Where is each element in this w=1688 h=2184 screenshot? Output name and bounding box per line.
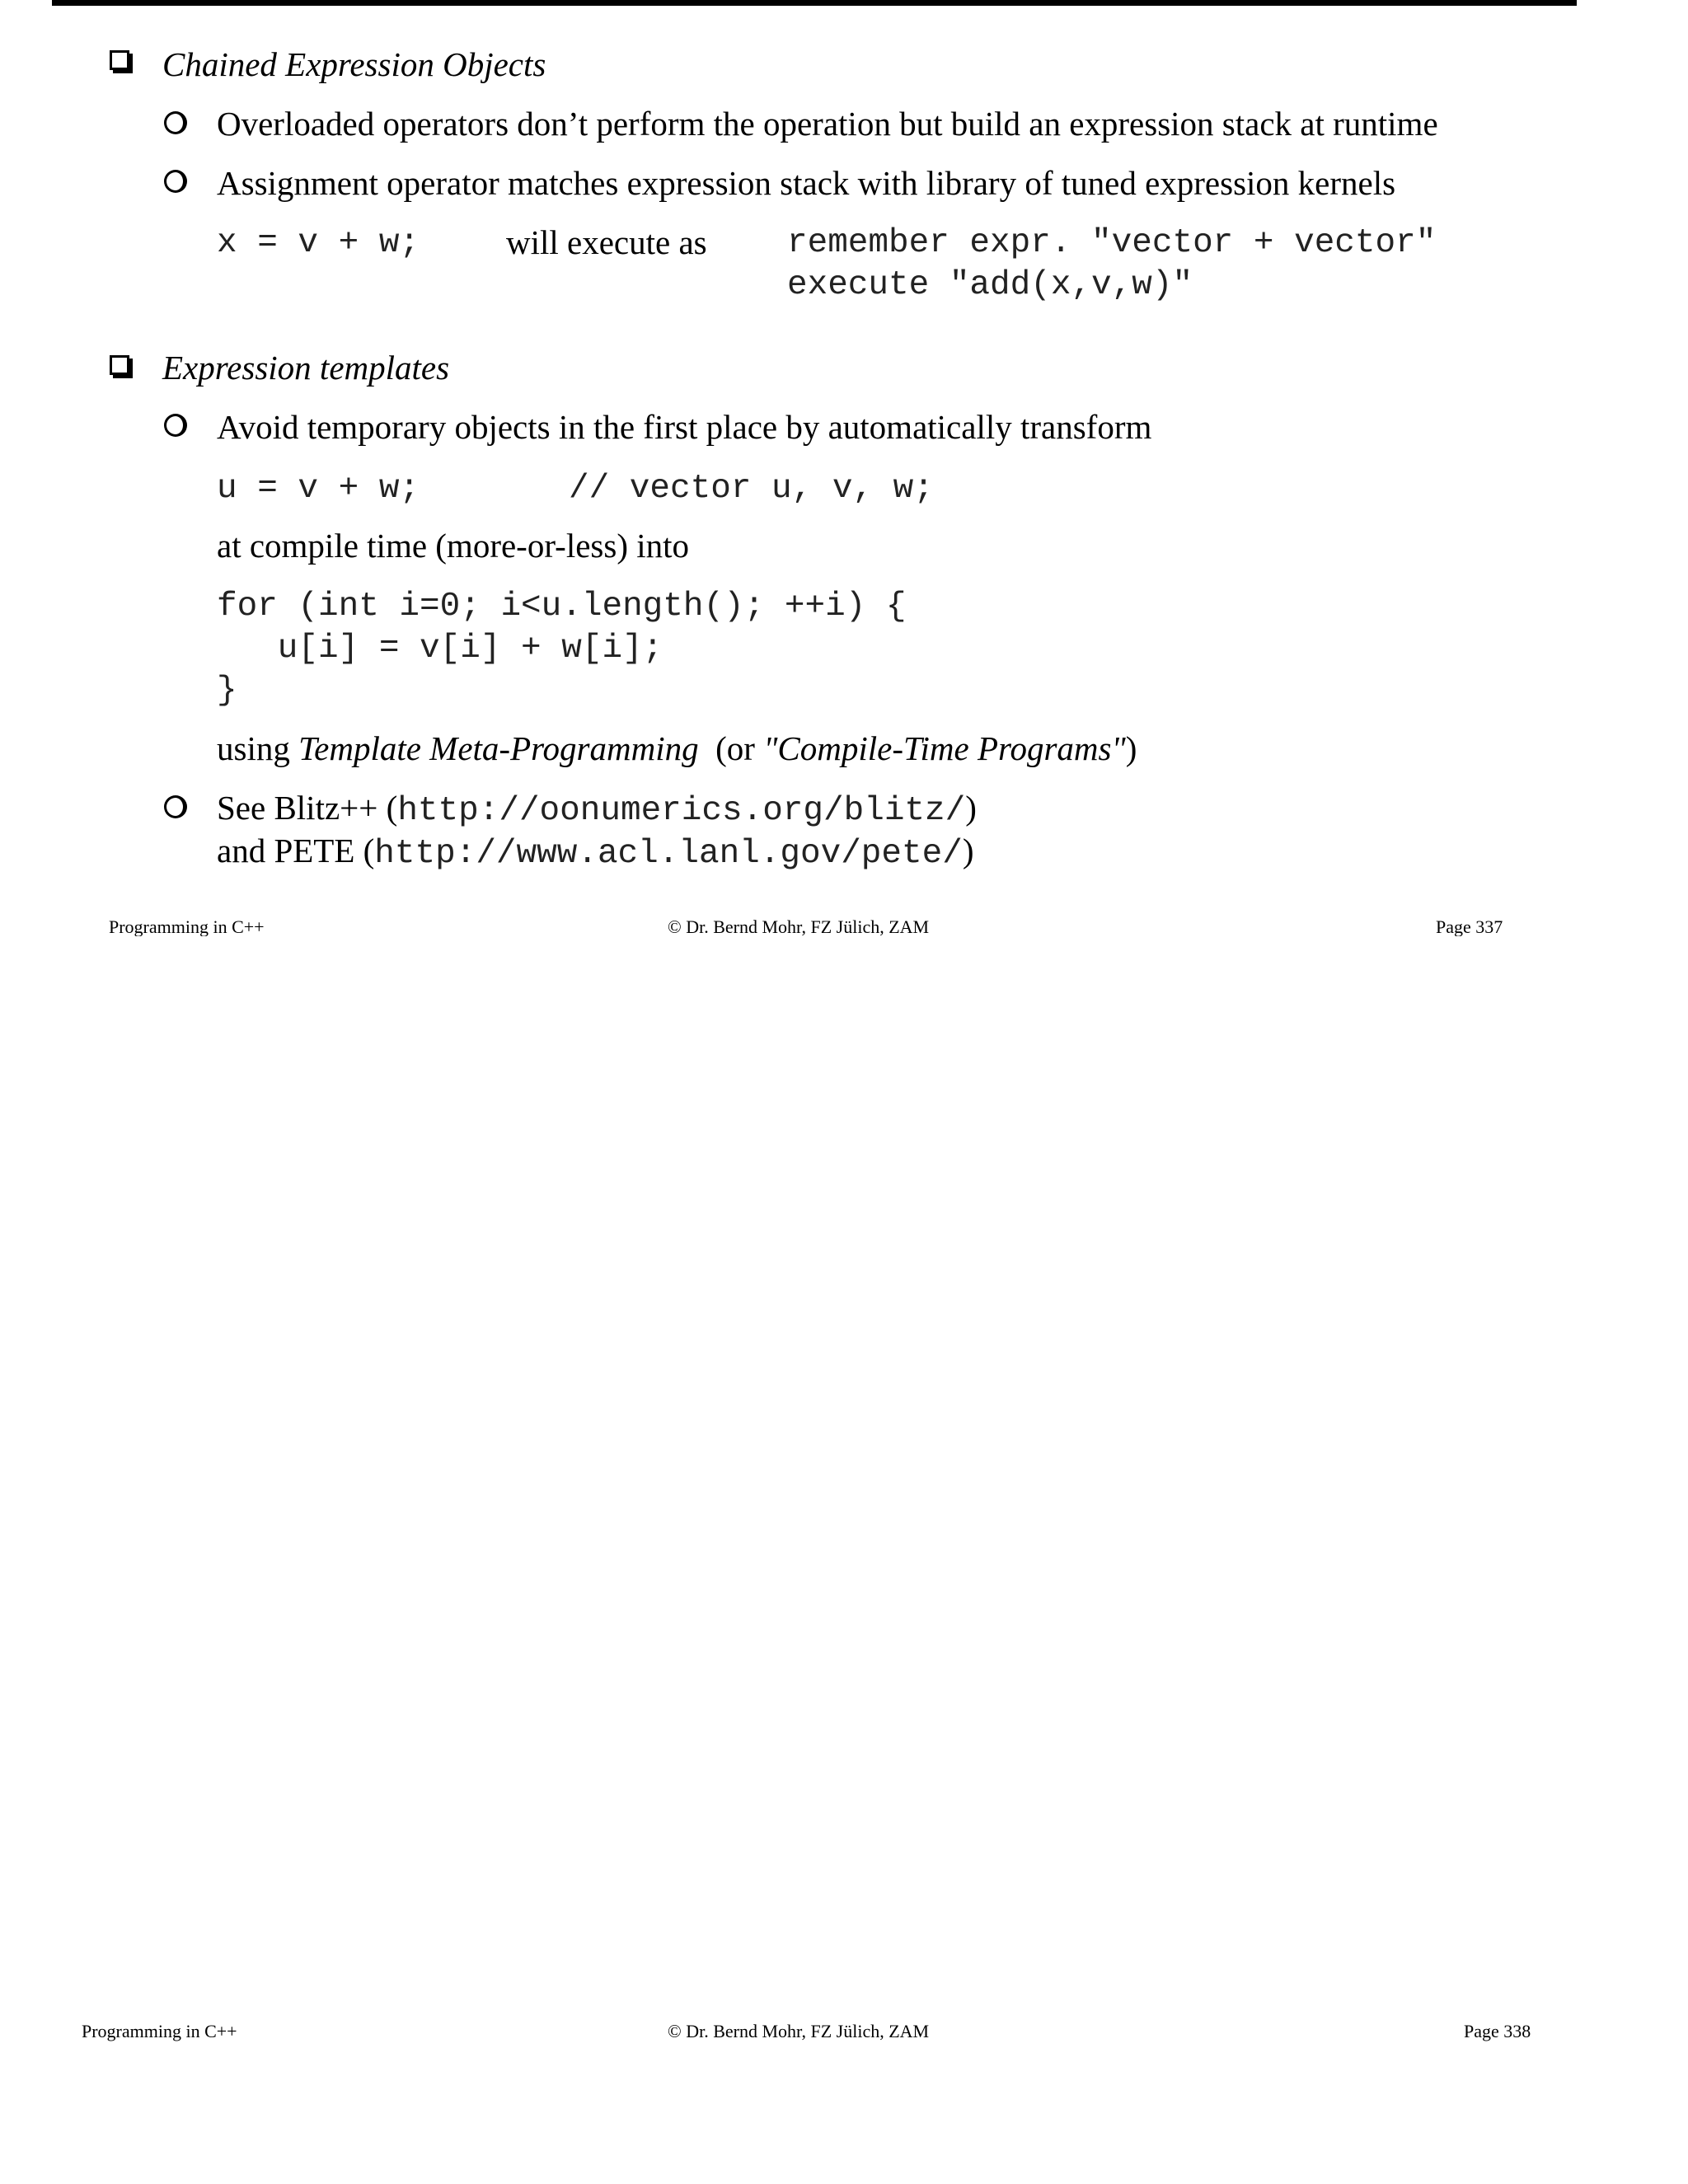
footer-left: Programming in C++ xyxy=(109,916,265,936)
using-prefix: using xyxy=(217,729,299,767)
code-comment-vector: // vector u, v, w; xyxy=(569,470,934,508)
using-close: ) xyxy=(1125,729,1137,767)
see-close: ) xyxy=(965,789,977,827)
code-u-assign: u = v + w; xyxy=(217,470,420,508)
footer-page-number-338: Page 338 xyxy=(1464,2021,1531,2041)
code-execute-add: execute "add(x,v,w)" xyxy=(787,266,1193,304)
and-close: ) xyxy=(962,832,974,869)
square-bullet-icon xyxy=(110,355,129,375)
and-prefix: and PETE ( xyxy=(217,832,375,869)
footer-left-338: Programming in C++ xyxy=(82,2021,237,2041)
text-and-pete xyxy=(217,831,973,873)
term-compile-time-programs: "Compile-Time Programs" xyxy=(763,729,1126,767)
footer-center: © Dr. Bernd Mohr, FZ Jülich, ZAM xyxy=(668,916,930,936)
using-or: (or xyxy=(698,729,764,767)
text-using-tmp xyxy=(217,729,1137,768)
section-title-chained: Chained Expression Objects xyxy=(162,45,546,83)
code-x-assign: x = v + w; xyxy=(217,224,420,262)
circle-bullet-icon xyxy=(164,795,187,818)
footer-center-338: © Dr. Bernd Mohr, FZ Jülich, ZAM xyxy=(668,2021,930,2041)
section-title-expression-templates: Expression templates xyxy=(162,349,450,387)
footer-page-number: Page 337 xyxy=(1436,916,1503,936)
square-bullet-icon xyxy=(110,50,129,70)
bullet-overloaded: Overloaded operators don’t perform the operation but build an expression stack at runtime xyxy=(217,105,1438,143)
code-for-loop: for (int i=0; i<u.length(); ++i) { xyxy=(217,588,907,626)
see-prefix: See Blitz++ ( xyxy=(217,789,398,827)
top-rule xyxy=(52,0,1577,6)
text-will-execute: will execute as xyxy=(506,223,707,261)
code-remember-expr: remember expr. "vector + vector" xyxy=(787,224,1437,262)
code-loop-body: u[i] = v[i] + w[i]; xyxy=(217,630,663,668)
bullet-assignment: Assignment operator matches expression stack with library of tuned expression kernels xyxy=(217,164,1396,202)
link-blitz-url[interactable]: http://oonumerics.org/blitz/ xyxy=(397,792,966,830)
link-pete-url[interactable]: http://www.acl.lanl.gov/pete/ xyxy=(374,835,963,873)
footer-page-337 xyxy=(0,916,1688,936)
bullet-avoid-temporary: Avoid temporary objects in the first place by automatically transform xyxy=(217,408,1152,446)
circle-bullet-icon xyxy=(164,414,187,437)
text-see-blitz xyxy=(217,788,977,830)
term-template-meta-programming: Template Meta-Programming xyxy=(298,729,699,767)
code-close-brace: } xyxy=(217,672,237,710)
circle-bullet-icon xyxy=(164,111,187,134)
text-compile-time: at compile time (more-or-less) into xyxy=(217,527,689,565)
circle-bullet-icon xyxy=(164,170,187,193)
